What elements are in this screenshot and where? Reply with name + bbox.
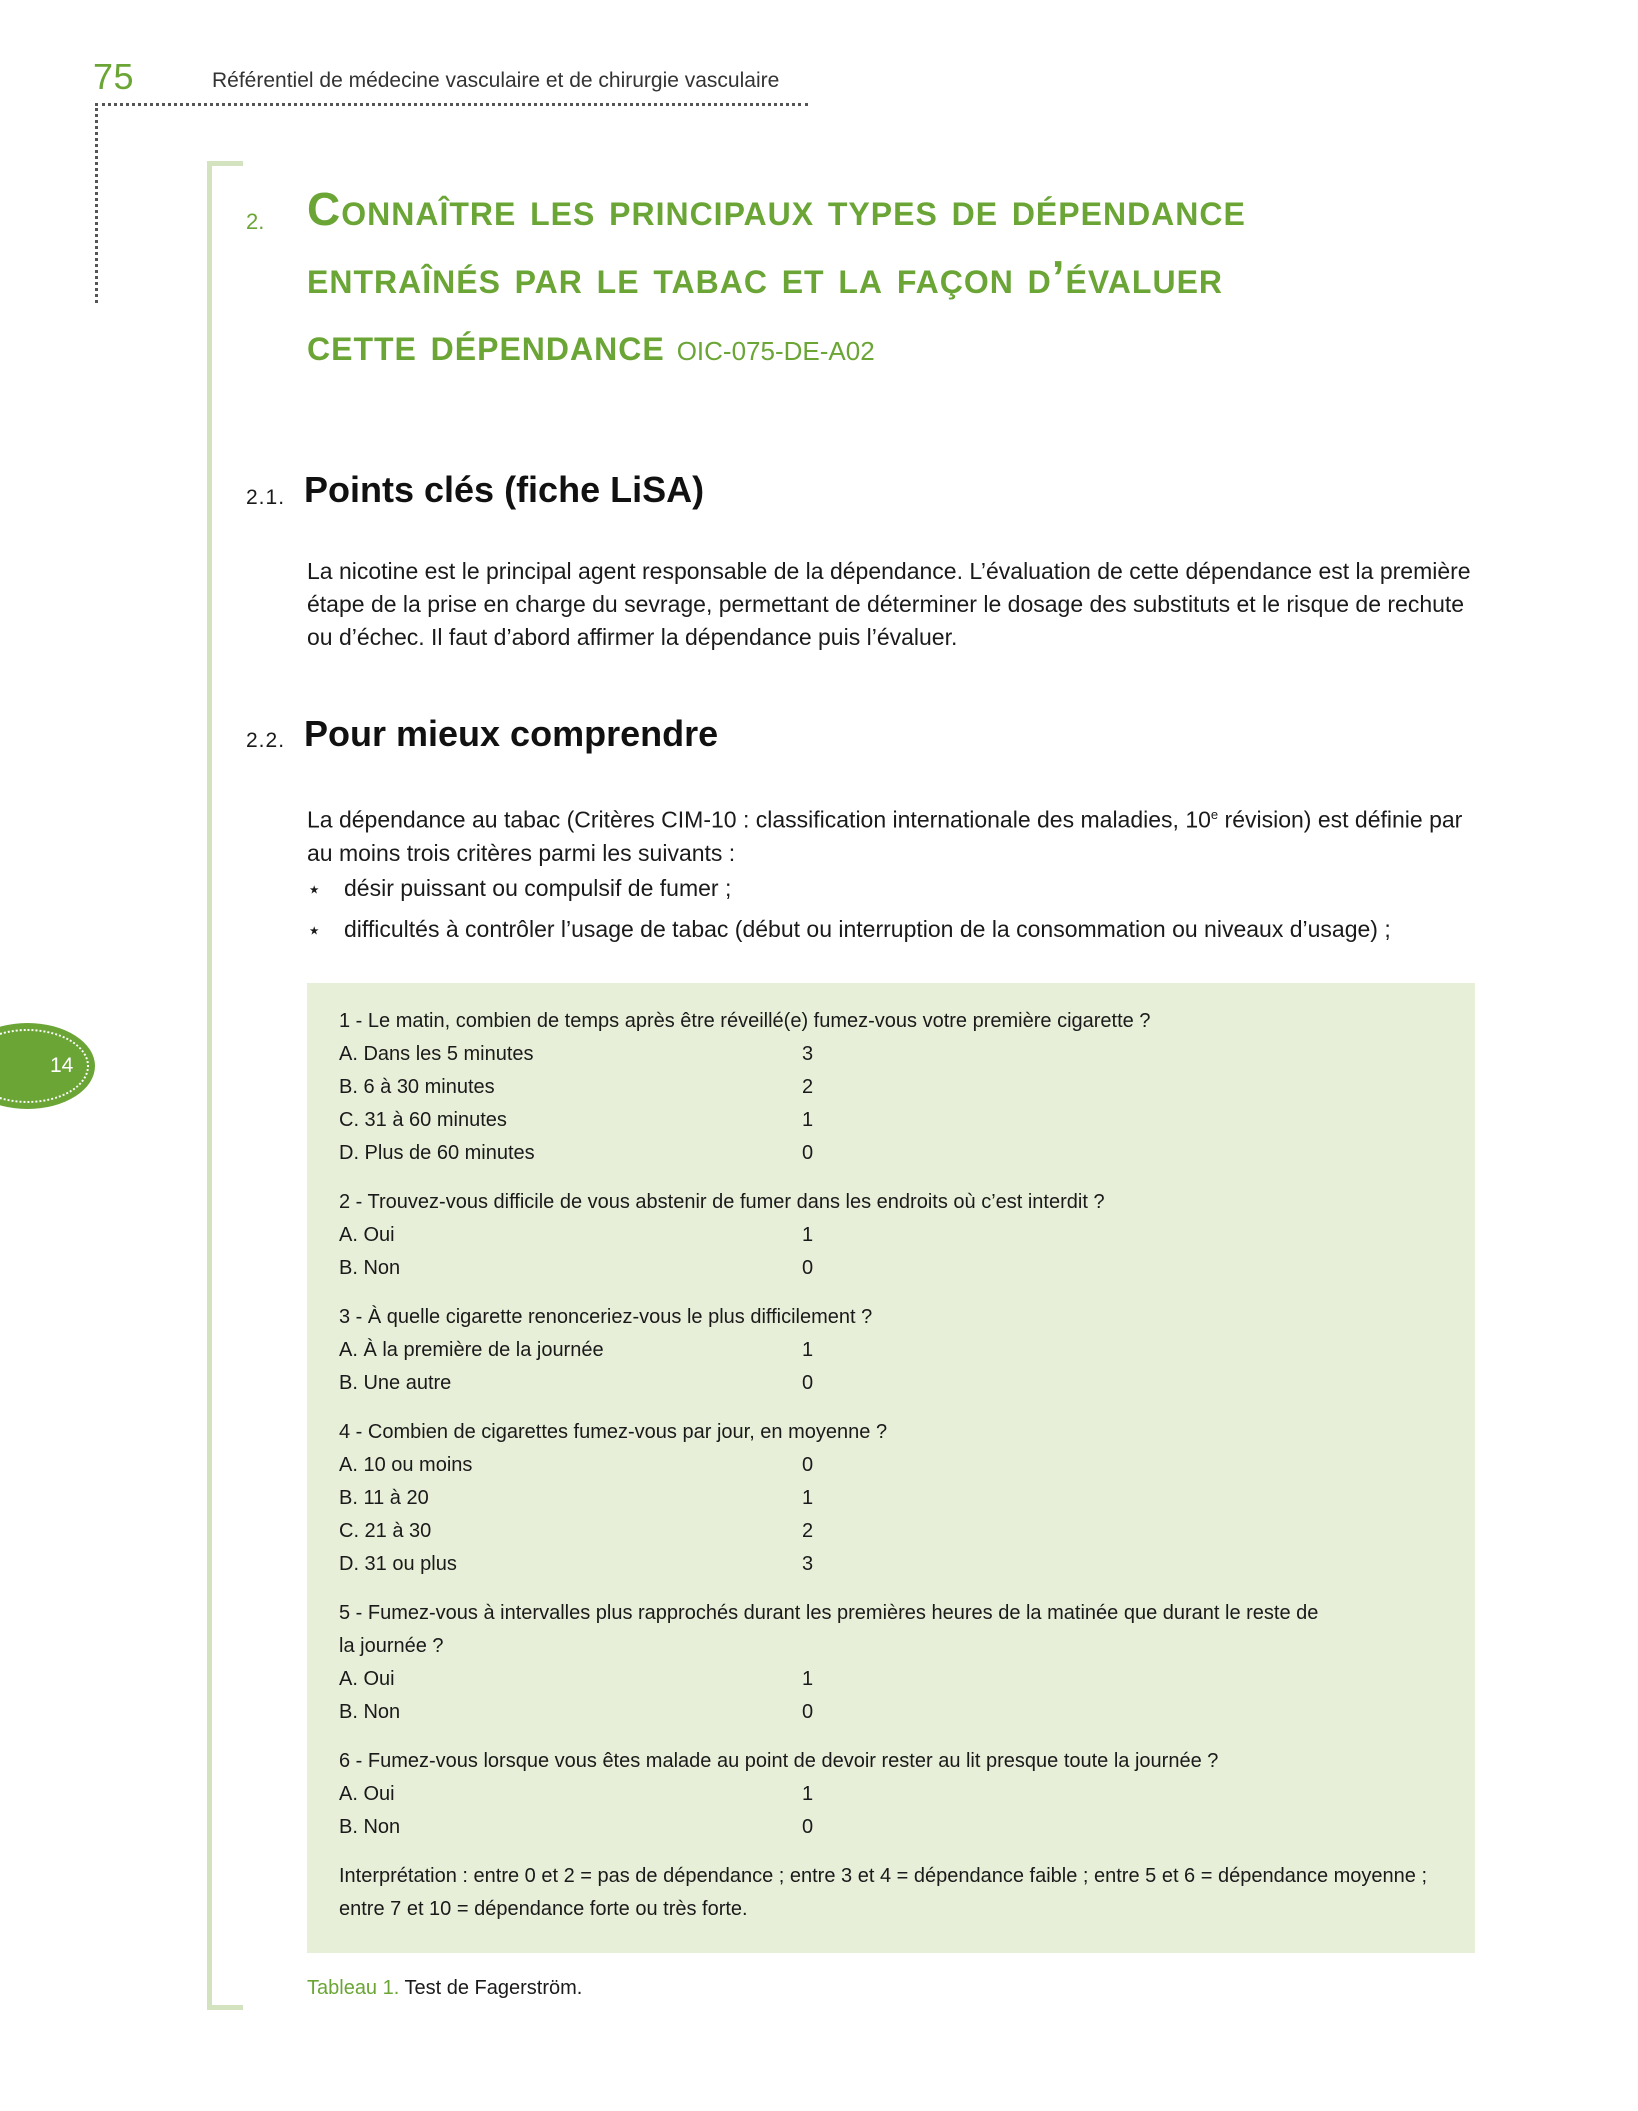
subsection-title-2-2: Pour mieux comprendre	[304, 713, 719, 754]
option-score: 1	[802, 1224, 814, 1246]
question-1: 1 - Le matin, combien de temps après être réveillé(e) fumez-vous votre première cigarette ?	[339, 1010, 1151, 1032]
option-label: A. Oui	[339, 1224, 395, 1246]
paragraph-understanding-part-2: révision) est définie par au moins trois critères parmi les suivants :	[307, 806, 1463, 866]
section-title-line-1: Connaître les principaux types de dépendance	[307, 183, 1246, 235]
subsection-title-2-1: Points clés (fiche LiSA)	[304, 469, 705, 510]
chapter-tab	[0, 1023, 95, 1109]
option-score: 1	[802, 1668, 814, 1690]
caption-label: Tableau 1.	[307, 1977, 400, 1999]
paragraph-understanding	[307, 798, 1475, 870]
option-label: B. Non	[339, 1257, 401, 1279]
option-label: B. 11 à 20	[339, 1487, 429, 1509]
option-score: 0	[802, 1372, 814, 1394]
section-title-line-3-text: cette dépendance	[307, 318, 665, 370]
question-5-line-1: 5 - Fumez-vous à intervalles plus rapprochés durant les premières heures de la matinée que durant le reste de	[339, 1602, 1319, 1624]
option-score: 3	[802, 1043, 814, 1065]
option-label: D. 31 ou plus	[339, 1553, 457, 1575]
option-label: B. Non	[339, 1701, 401, 1723]
option-score: 0	[802, 1701, 814, 1723]
subsection-number-2-2: 2.2.	[246, 729, 286, 752]
running-title: Référentiel de médecine vasculaire et de chirurgie vasculaire	[212, 69, 780, 92]
bullet-item: difficultés à contrôler l’usage de tabac (début ou interruption de la consommation ou niveaux d’usage) ;	[344, 916, 1391, 942]
option-label: C. 31 à 60 minutes	[339, 1109, 507, 1131]
option-score: 2	[802, 1520, 814, 1542]
option-label: A. À la première de la journée	[339, 1339, 604, 1361]
bullet-star-icon: ⋆	[307, 876, 322, 902]
option-label: B. Non	[339, 1816, 401, 1838]
fagerstrom-table	[307, 983, 1475, 1953]
option-label: B. 6 à 30 minutes	[339, 1076, 495, 1098]
header-dotted-vertical-rule	[95, 103, 98, 303]
section-title-line-2: entraînés par le tabac et la façon d’évaluer	[307, 251, 1224, 303]
option-score: 0	[802, 1454, 814, 1476]
option-score: 1	[802, 1109, 814, 1131]
section-title-line-3	[307, 317, 875, 371]
option-label: B. Une autre	[339, 1372, 452, 1394]
table-caption	[307, 1977, 582, 2000]
option-score: 0	[802, 1257, 814, 1279]
bullet-star-icon: ⋆	[307, 917, 322, 943]
question-3: 3 - À quelle cigarette renonceriez-vous le plus difficilement ?	[339, 1306, 873, 1328]
chapter-tab-dotted-ring	[0, 1029, 89, 1103]
question-6: 6 - Fumez-vous lorsque vous êtes malade au point de devoir rester au lit presque toute la journée ?	[339, 1750, 1219, 1772]
content-bracket	[207, 161, 243, 2010]
question-4: 4 - Combien de cigarettes fumez-vous par jour, en moyenne ?	[339, 1421, 888, 1443]
option-score: 0	[802, 1816, 814, 1838]
page-number: 75	[93, 56, 135, 97]
interpretation: Interprétation : entre 0 et 2 = pas de dépendance ; entre 3 et 4 = dépendance faible ; entre 5 et 6 = dépendance moyenne ; entre 7 et 10 = dépendance forte ou très forte.	[339, 1865, 1428, 1920]
option-score: 2	[802, 1076, 814, 1098]
question-2: 2 - Trouvez-vous difficile de vous abstenir de fumer dans les endroits où c’est interdit ?	[339, 1191, 1105, 1213]
paragraph-key-points: La nicotine est le principal agent responsable de la dépendance. L’évaluation de cette dépendance est la première étape de la prise en charge du sevrage, permettant de déterminer le dosage des substituts et le risque de rechute ou d’échec. Il faut d’abord affirmer la dépendance puis l’évaluer.	[307, 558, 1471, 650]
caption-text: Test de Fagerström.	[404, 1977, 583, 1999]
option-label: D. Plus de 60 minutes	[339, 1142, 535, 1164]
section-code: OIC-075-DE-A02	[676, 336, 875, 366]
option-label: A. 10 ou moins	[339, 1454, 473, 1476]
bullet-item: désir puissant ou compulsif de fumer ;	[344, 875, 732, 901]
option-score: 1	[802, 1783, 814, 1805]
paragraph-understanding-part-1: La dépendance au tabac (Critères CIM-10 : classification internationale des maladies, 10	[307, 806, 1211, 833]
option-score: 1	[802, 1487, 814, 1509]
header-dotted-rule	[95, 103, 808, 106]
option-score: 1	[802, 1339, 814, 1361]
option-score: 3	[802, 1553, 814, 1575]
chapter-number: 14	[50, 1054, 74, 1077]
subsection-number-2-1: 2.1.	[246, 486, 286, 509]
option-label: A. Dans les 5 minutes	[339, 1043, 534, 1065]
option-label: C. 21 à 30	[339, 1520, 432, 1542]
section-number: 2.	[246, 209, 265, 234]
paragraph-superscript: e	[1210, 807, 1219, 822]
question-5-line-2: la journée ?	[339, 1635, 444, 1657]
option-label: A. Oui	[339, 1668, 395, 1690]
option-score: 0	[802, 1142, 814, 1164]
option-label: A. Oui	[339, 1783, 395, 1805]
